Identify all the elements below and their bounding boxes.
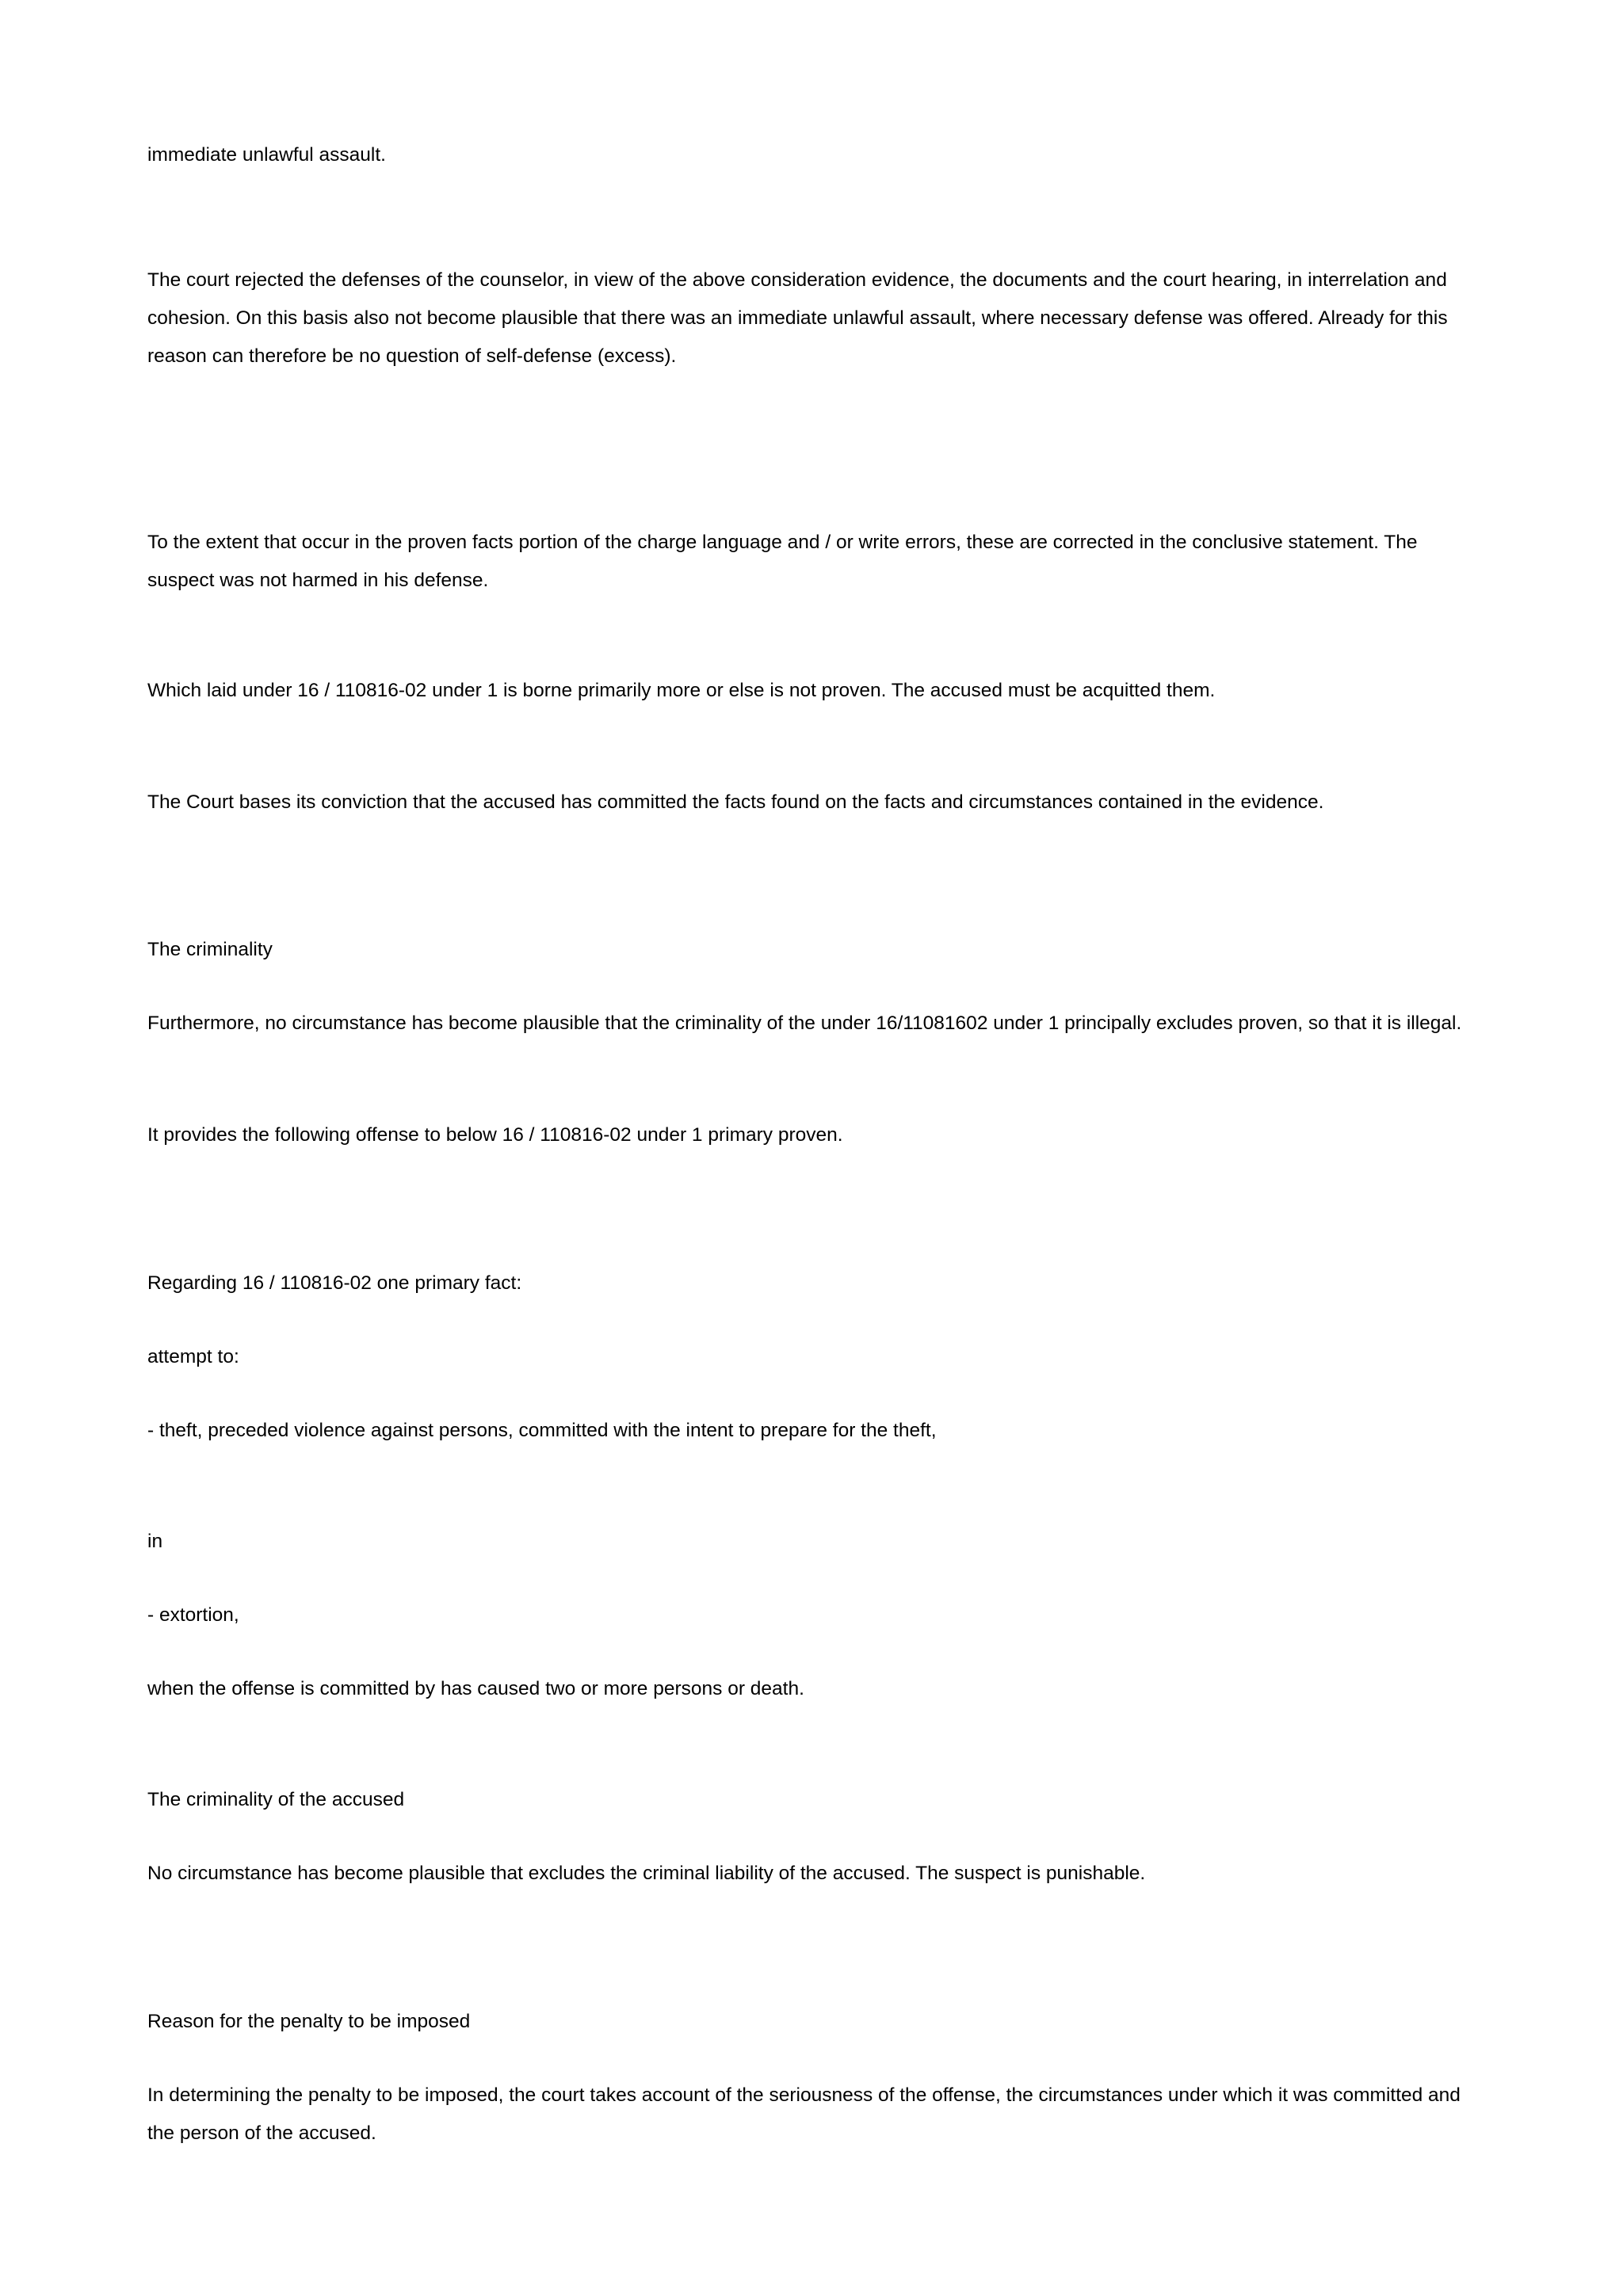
list-item-theft: - theft, preceded violence against persons, committed with the intent to prepare for the theft,: [147, 1420, 937, 1441]
paragraph-penalty-determination: In determining the penalty to be imposed, the court takes account of the seriousness of the offense, the circumstances under which it was committed and the person of the accused.: [147, 2084, 1461, 2144]
heading-penalty-reason: Reason for the penalty to be imposed: [147, 2011, 471, 2032]
paragraph-defense-rejected: The court rejected the defenses of the counselor, in view of the above consideration evidence, the documents and the court hearing, in interrelation and cohesion. On this basis also not become plausible that there was an immediate unlawful assault, where necessary defense was offered. Already for this reason can therefore be no question of self-defense (excess).: [147, 269, 1448, 367]
paragraph-offense-committed: when the offense is committed by has caused two or more persons or death.: [147, 1678, 804, 1699]
heading-criminality: The criminality: [147, 939, 273, 960]
paragraph-errors-corrected: To the extent that occur in the proven facts portion of the charge language and / or write errors, these are corrected in the conclusive statement. The suspect was not harmed in his defense.: [147, 532, 1418, 591]
paragraph-assault-fragment: immediate unlawful assault.: [147, 144, 386, 166]
paragraph-criminality: Furthermore, no circumstance has become plausible that the criminality of the under 16/11081602 under 1 principally excludes proven, so that it is illegal.: [147, 1013, 1462, 1034]
paragraph-punishable: No circumstance has become plausible that excludes the criminal liability of the accused. The suspect is punishable.: [147, 1863, 1146, 1884]
heading-criminality-accused: The criminality of the accused: [147, 1789, 405, 1810]
paragraph-acquittal: Which laid under 16 / 110816-02 under 1 is borne primarily more or else is not proven. The accused must be acquitted them.: [147, 680, 1216, 701]
paragraph-in: in: [147, 1531, 163, 1552]
list-item-extortion: - extortion,: [147, 1604, 239, 1626]
paragraph-conviction-basis: The Court bases its conviction that the accused has committed the facts found on the facts and circumstances contained in the evidence.: [147, 791, 1324, 813]
paragraph-primary-fact: Regarding 16 / 110816-02 one primary fact:: [147, 1272, 522, 1294]
paragraph-attempt-to: attempt to:: [147, 1346, 239, 1367]
paragraph-offense-provided: It provides the following offense to below 16 / 110816-02 under 1 primary proven.: [147, 1124, 843, 1146]
